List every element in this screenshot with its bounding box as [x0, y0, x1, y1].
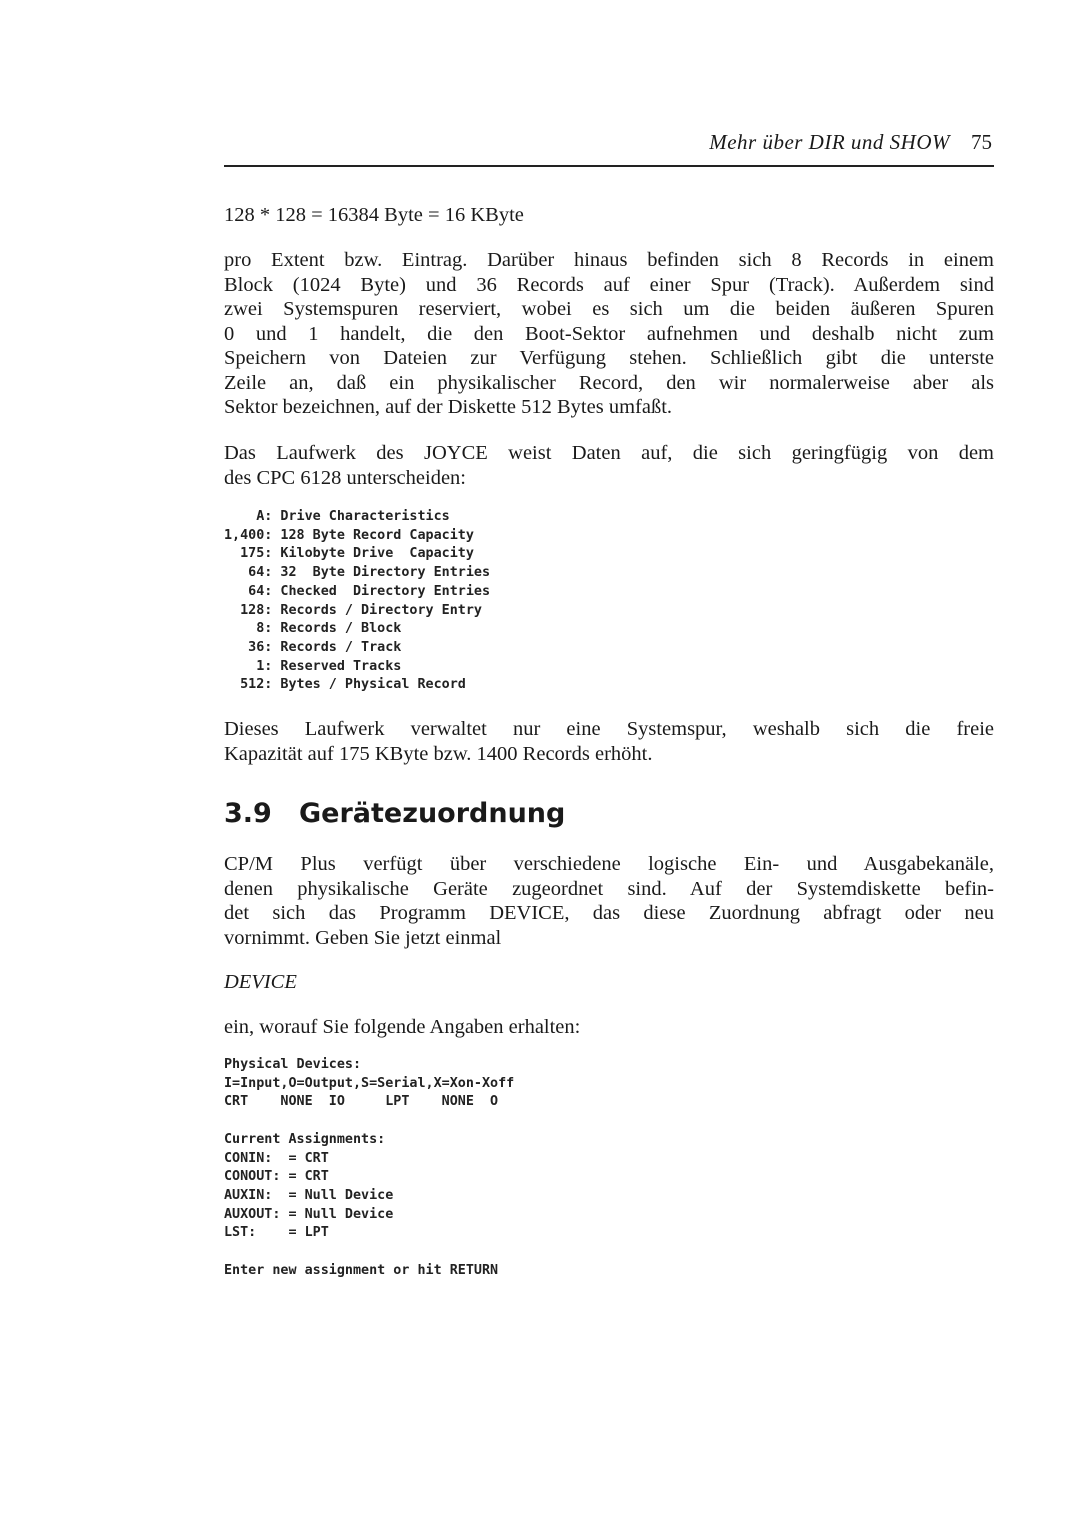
listing-line: CONOUT: = CRT: [224, 1169, 329, 1185]
listing-line: 36: Records / Track: [224, 639, 402, 655]
text-line: zwei Systemspuren reserviert, wobei es sich um die beiden äußeren Spuren: [224, 298, 994, 320]
listing-line: Physical Devices:: [224, 1057, 362, 1072]
listing-line: Current Assignments:: [224, 1131, 386, 1147]
listing-line: I=Input,O=Output,S=Serial,X=Xon-Xoff: [224, 1075, 515, 1091]
header-rule: [224, 165, 994, 167]
text-line: CP/M Plus verfügt über verschiedene logische Ein- und Ausgabekanäle,: [224, 853, 994, 875]
paragraph-3: [224, 717, 994, 766]
listing-line: Enter new assignment or hit RETURN: [224, 1262, 499, 1278]
paragraph-4: [224, 852, 994, 950]
text-line: Zeile an, daß ein physikalischer Record, den wir normalerweise aber als: [224, 371, 994, 394]
section-heading: [224, 798, 565, 829]
text-line: vornimmt. Geben Sie jetzt einmal: [224, 926, 502, 949]
listing-line: [224, 1112, 514, 1131]
listing-line: 175: Kilobyte Drive Capacity: [224, 546, 474, 562]
page-number: 75: [971, 130, 992, 154]
running-header-title: Mehr über DIR und SHOW: [709, 130, 950, 154]
listing-line: CRT NONE IO LPT NONE O: [224, 1094, 499, 1110]
text-line: denen physikalische Geräte zugeordnet sind. Auf der Systemdiskette befin-: [224, 877, 994, 900]
text-line: 0 und 1 handelt, die den Boot-Sektor aufnehmen und deshalb nicht zum: [224, 322, 994, 345]
command-example: DEVICE: [224, 971, 297, 993]
drive-characteristics-listing: [224, 508, 490, 695]
text-line: Kapazität auf 175 KByte bzw. 1400 Records erhöht.: [224, 742, 653, 765]
formula: 128 * 128 = 16384 Byte = 16 KByte: [224, 204, 524, 226]
listing-line: 512: Bytes / Physical Record: [224, 677, 466, 693]
listing-line: AUXOUT: = Null Device: [224, 1206, 394, 1222]
listing-line: 128: Records / Directory Entry: [224, 602, 482, 618]
text-line: Sektor bezeichnen, auf der Diskette 512 Bytes umfaßt.: [224, 396, 673, 418]
text-line: Dieses Laufwerk verwaltet nur eine Systemspur, weshalb sich die freie: [224, 718, 994, 740]
paragraph-2: [224, 441, 994, 490]
listing-line: AUXIN: = Null Device: [224, 1187, 394, 1203]
text-line: Block (1024 Byte) und 36 Records auf einer Spur (Track). Außerdem sind: [224, 273, 994, 296]
paragraph-1: [224, 248, 994, 420]
device-output-listing: [224, 1056, 514, 1280]
listing-line: 8: Records / Block: [224, 621, 402, 637]
listing-line: 1,400: 128 Byte Record Capacity: [224, 527, 474, 543]
listing-line: 1: Reserved Tracks: [224, 658, 402, 674]
listing-line: 64: Checked Directory Entries: [224, 583, 491, 599]
listing-line: [224, 1243, 514, 1262]
section-title: Gerätezuordnung: [299, 798, 566, 829]
text-line: det sich das Programm DEVICE, das diese Zuordnung abfragt oder neu: [224, 902, 994, 924]
listing-line: CONIN: = CRT: [224, 1150, 329, 1166]
text-line: des CPC 6128 unterscheiden:: [224, 466, 466, 489]
text-line: Das Laufwerk des JOYCE weist Daten auf, die sich geringfügig von dem: [224, 442, 994, 464]
text-line: pro Extent bzw. Eintrag. Darüber hinaus befinden sich 8 Records in einem: [224, 249, 994, 271]
section-number: 3.9: [224, 798, 272, 829]
listing-line: A: Drive Characteristics: [224, 509, 450, 524]
text-line: Speichern von Dateien zur Verfügung stehen. Schließlich gibt die unterste: [224, 347, 994, 369]
paragraph-5: ein, worauf Sie folgende Angaben erhalten:: [224, 1016, 581, 1038]
listing-line: LST: = LPT: [224, 1225, 329, 1241]
listing-line: 64: 32 Byte Directory Entries: [224, 565, 491, 581]
running-header: [224, 130, 992, 160]
